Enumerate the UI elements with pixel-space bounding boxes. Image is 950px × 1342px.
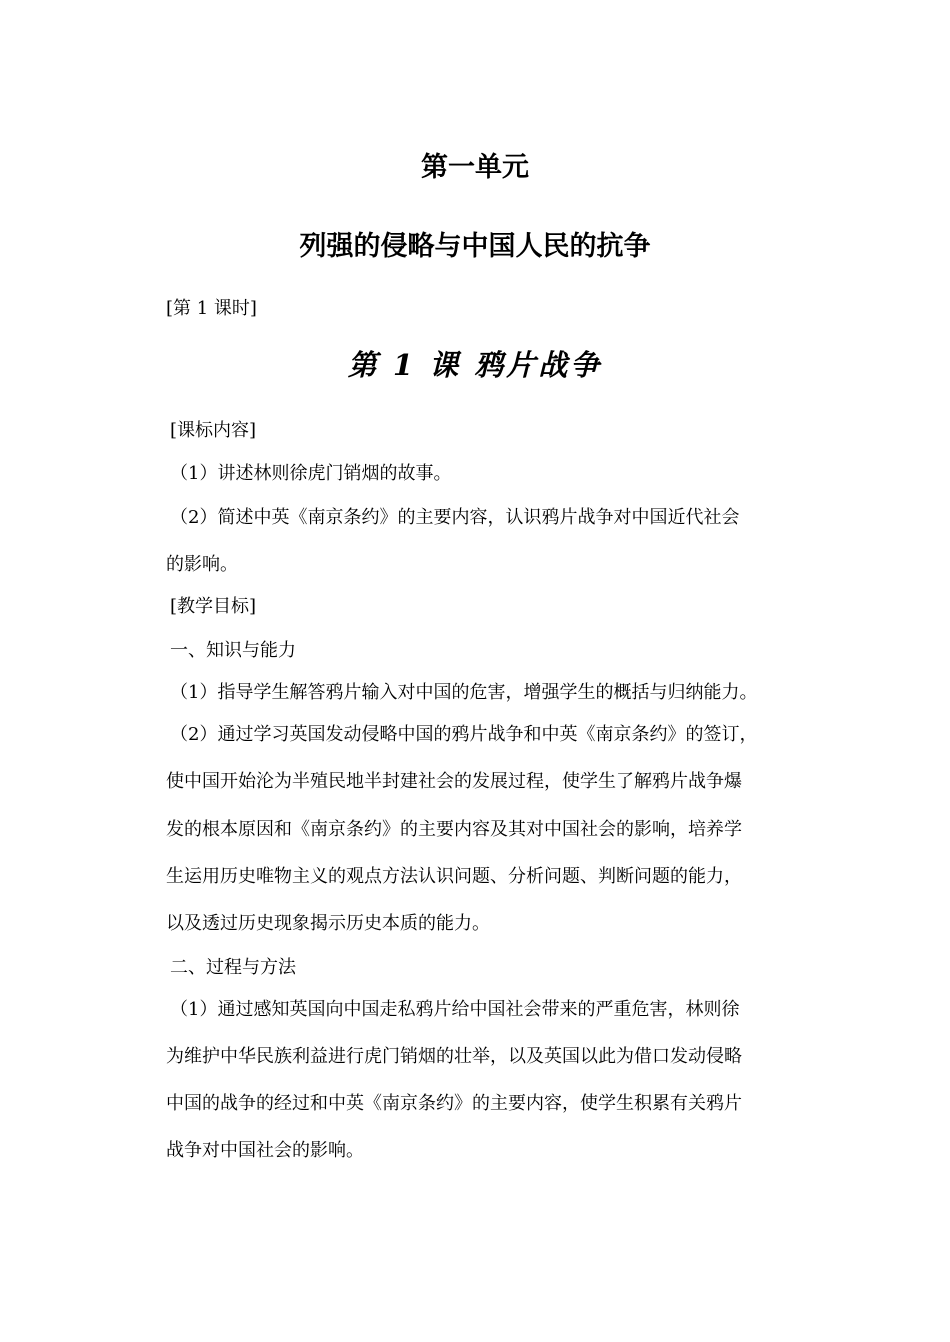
process-line: （1）通过感知英国向中国走私鸦片给中国社会带来的严重危害，林则徐 <box>170 999 740 1020</box>
curriculum-line: 的影响。 <box>166 554 238 575</box>
knowledge-line: （2）通过学习英国发动侵略中国的鸦片战争和中英《南京条约》的签订， <box>170 724 758 745</box>
curriculum-line: （2）简述中英《南京条约》的主要内容，认识鸦片战争对中国近代社会 <box>170 507 740 528</box>
objectives-heading: [教学目标] <box>170 596 257 617</box>
knowledge-line: 以及透过历史现象揭示历史本质的能力。 <box>166 913 490 934</box>
process-line: 为维护中华民族利益进行虎门销烟的壮举，以及英国以此为借口发动侵略 <box>166 1046 742 1067</box>
knowledge-line: （1）指导学生解答鸦片输入对中国的危害，增强学生的概括与归纳能力。 <box>170 682 758 703</box>
process-line: 中国的战争的经过和中英《南京条约》的主要内容，使学生积累有关鸦片 <box>166 1093 742 1114</box>
lesson-title: 第 1 课 鸦片战争 <box>347 348 603 382</box>
process-heading: 二、过程与方法 <box>170 957 296 978</box>
unit-subtitle: 列强的侵略与中国人民的抗争 <box>299 231 651 262</box>
knowledge-line: 发的根本原因和《南京条约》的主要内容及其对中国社会的影响，培养学 <box>166 819 742 840</box>
curriculum-line: （1）讲述林则徐虎门销烟的故事。 <box>170 463 452 484</box>
unit-title: 第一单元 <box>421 152 529 183</box>
knowledge-line: 生运用历史唯物主义的观点方法认识问题、分析问题、判断问题的能力， <box>166 866 742 887</box>
knowledge-heading: 一、知识与能力 <box>170 640 296 661</box>
curriculum-heading: [课标内容] <box>170 420 257 441</box>
process-line: 战争对中国社会的影响。 <box>166 1140 364 1161</box>
period-label: [第 1 课时] <box>166 298 257 319</box>
knowledge-line: 使中国开始沦为半殖民地半封建社会的发展过程，使学生了解鸦片战争爆 <box>166 771 742 792</box>
